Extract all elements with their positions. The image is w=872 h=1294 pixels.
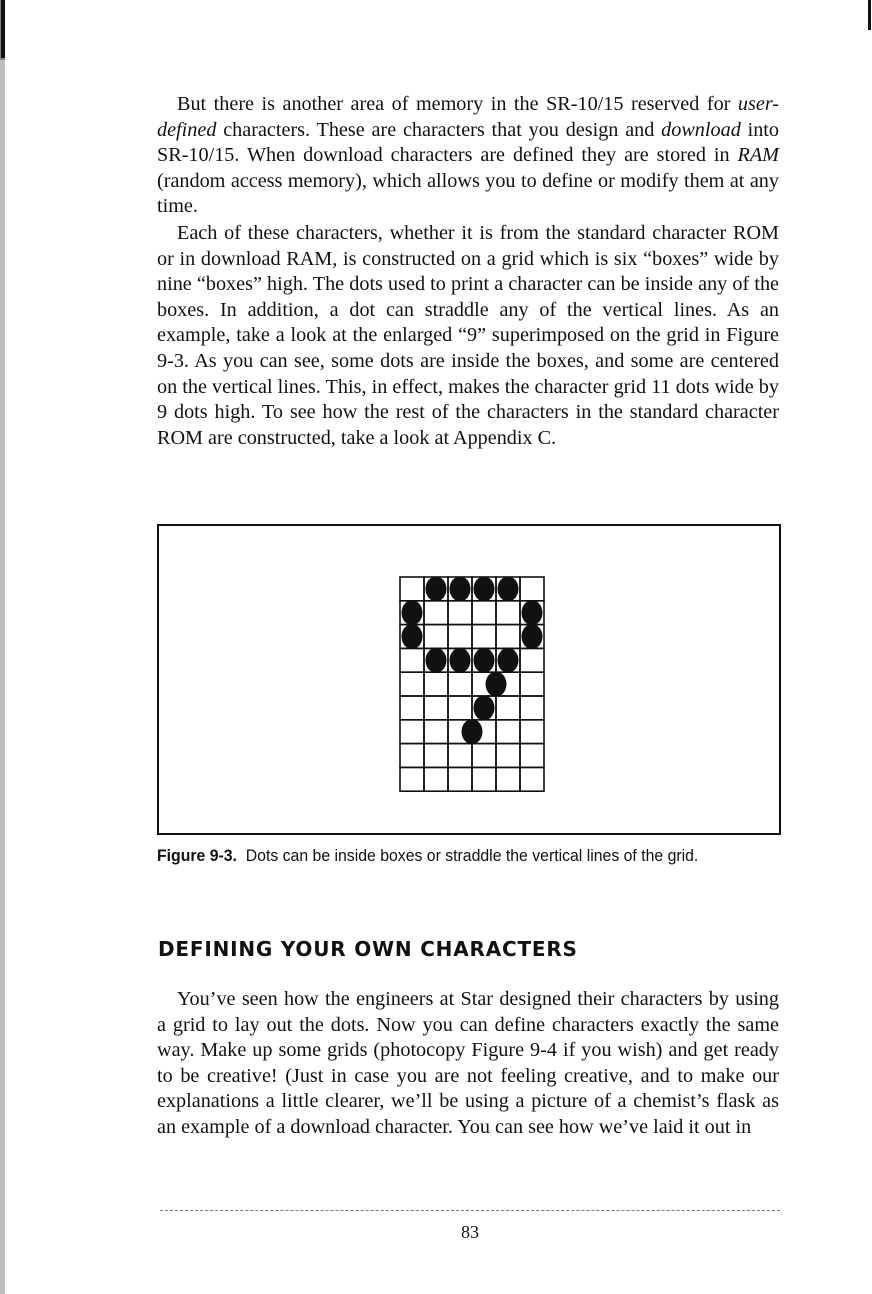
emphasis-user-defined: user-defined bbox=[157, 93, 779, 141]
grid-dot bbox=[474, 695, 495, 720]
grid-cell bbox=[448, 625, 472, 649]
scan-edge-mark-right bbox=[868, 0, 871, 30]
grid-cell bbox=[424, 720, 448, 744]
figure-caption-text: Dots can be inside boxes or straddle the vertical lines of the grid. bbox=[245, 846, 699, 865]
grid-cell bbox=[400, 696, 424, 720]
emphasis-ram: RAM bbox=[737, 144, 779, 167]
grid-cell bbox=[520, 696, 544, 720]
figure-9-3 bbox=[157, 524, 781, 835]
grid-cell bbox=[520, 720, 544, 744]
grid-cell bbox=[520, 744, 544, 768]
grid-cell bbox=[472, 625, 496, 649]
grid-cell bbox=[424, 625, 448, 649]
grid-dot bbox=[498, 576, 519, 601]
paragraph-text: characters. These are characters that you design and bbox=[216, 118, 662, 141]
grid-cell bbox=[400, 577, 424, 601]
footer-rule bbox=[160, 1210, 780, 1211]
grid-cell bbox=[448, 767, 472, 791]
grid-cell bbox=[520, 648, 544, 672]
grid-cell bbox=[472, 744, 496, 768]
paragraph-text: You’ve seen how the engineers at Star designed their characters by using a grid to lay out the dots. Now you can define characters exactly the same way. Make up some grids (photocopy Figure 9-4 if you wish) and get ready to be creative! (Just in case you are not feeling creative, and to make our explanations a little clearer, we’ll be using a picture of a chemist’s flask as an example of a download character. You can see how we’ve laid it out in bbox=[157, 988, 779, 1138]
paragraph-text: But there is another area of memory in the SR-10/15 reserved for bbox=[177, 93, 738, 115]
grid-dot bbox=[522, 624, 543, 649]
paragraph-text: into SR-10/15. When download characters are defined they are stored in bbox=[157, 118, 780, 167]
grid-dot bbox=[402, 600, 423, 625]
grid-dot bbox=[498, 648, 519, 673]
grid-cell bbox=[448, 744, 472, 768]
grid-cell bbox=[400, 672, 424, 696]
grid-cell bbox=[472, 767, 496, 791]
grid-dot bbox=[426, 576, 447, 601]
grid-dot bbox=[450, 576, 471, 601]
grid-dot bbox=[474, 576, 495, 601]
grid-cell bbox=[424, 672, 448, 696]
figure-caption bbox=[157, 843, 735, 868]
paragraph-character-grid bbox=[157, 221, 779, 451]
grid-cell bbox=[400, 744, 424, 768]
paragraph-defining-characters bbox=[157, 987, 779, 1141]
grid-cell bbox=[472, 601, 496, 625]
page-number: 83 bbox=[461, 1222, 479, 1242]
grid-cell bbox=[496, 696, 520, 720]
grid-cell bbox=[424, 601, 448, 625]
grid-dot bbox=[522, 600, 543, 625]
grid-cell bbox=[448, 672, 472, 696]
section-heading: DEFINING YOUR OWN CHARACTERS bbox=[158, 937, 578, 961]
emphasis-download: download bbox=[661, 118, 741, 141]
grid-dot bbox=[462, 719, 483, 744]
grid-cell bbox=[448, 601, 472, 625]
grid-cell bbox=[496, 767, 520, 791]
grid-cell bbox=[496, 601, 520, 625]
grid-cell bbox=[400, 648, 424, 672]
grid-dot bbox=[450, 648, 471, 673]
grid-cell bbox=[520, 672, 544, 696]
grid-dot bbox=[426, 648, 447, 673]
grid-cell bbox=[448, 696, 472, 720]
grid-cell bbox=[496, 720, 520, 744]
grid-cell bbox=[400, 720, 424, 744]
grid-cell bbox=[400, 767, 424, 791]
grid-dot bbox=[486, 672, 507, 697]
paragraph-text: (random access memory), which allows you to define or modify them at any time. bbox=[157, 169, 779, 218]
scan-edge-left bbox=[0, 0, 5, 1294]
scan-edge-mark bbox=[1, 0, 5, 58]
paragraph-text: Each of these characters, whether it is from the standard character ROM or in download RAM, is constructed on a grid which is six “boxes” wide by nine “boxes” high. The dots used to print a character can be inside any of the boxes. In addition, a dot can straddle any of the vertical lines. As an example, take a look at the enlarged “9” superimposed on the grid in Figure 9-3. As you can see, some dots are inside the boxes, and some are centered on the vertical lines. This, in effect, makes the character grid 11 dots wide by 9 dots high. To see how the rest of the characters in the standard character ROM are constructed, take a look at Appendix C. bbox=[157, 222, 779, 449]
figure-label: Figure 9-3. bbox=[157, 846, 237, 865]
grid-cell bbox=[496, 744, 520, 768]
grid-cell bbox=[424, 767, 448, 791]
grid-dot bbox=[402, 624, 423, 649]
paragraph-user-defined-characters bbox=[157, 92, 779, 220]
grid-cell bbox=[424, 696, 448, 720]
grid-cell bbox=[496, 625, 520, 649]
grid-cell bbox=[520, 577, 544, 601]
grid-cell bbox=[424, 744, 448, 768]
grid-cell bbox=[520, 767, 544, 791]
grid-dot bbox=[474, 648, 495, 673]
character-grid-diagram bbox=[159, 526, 779, 833]
